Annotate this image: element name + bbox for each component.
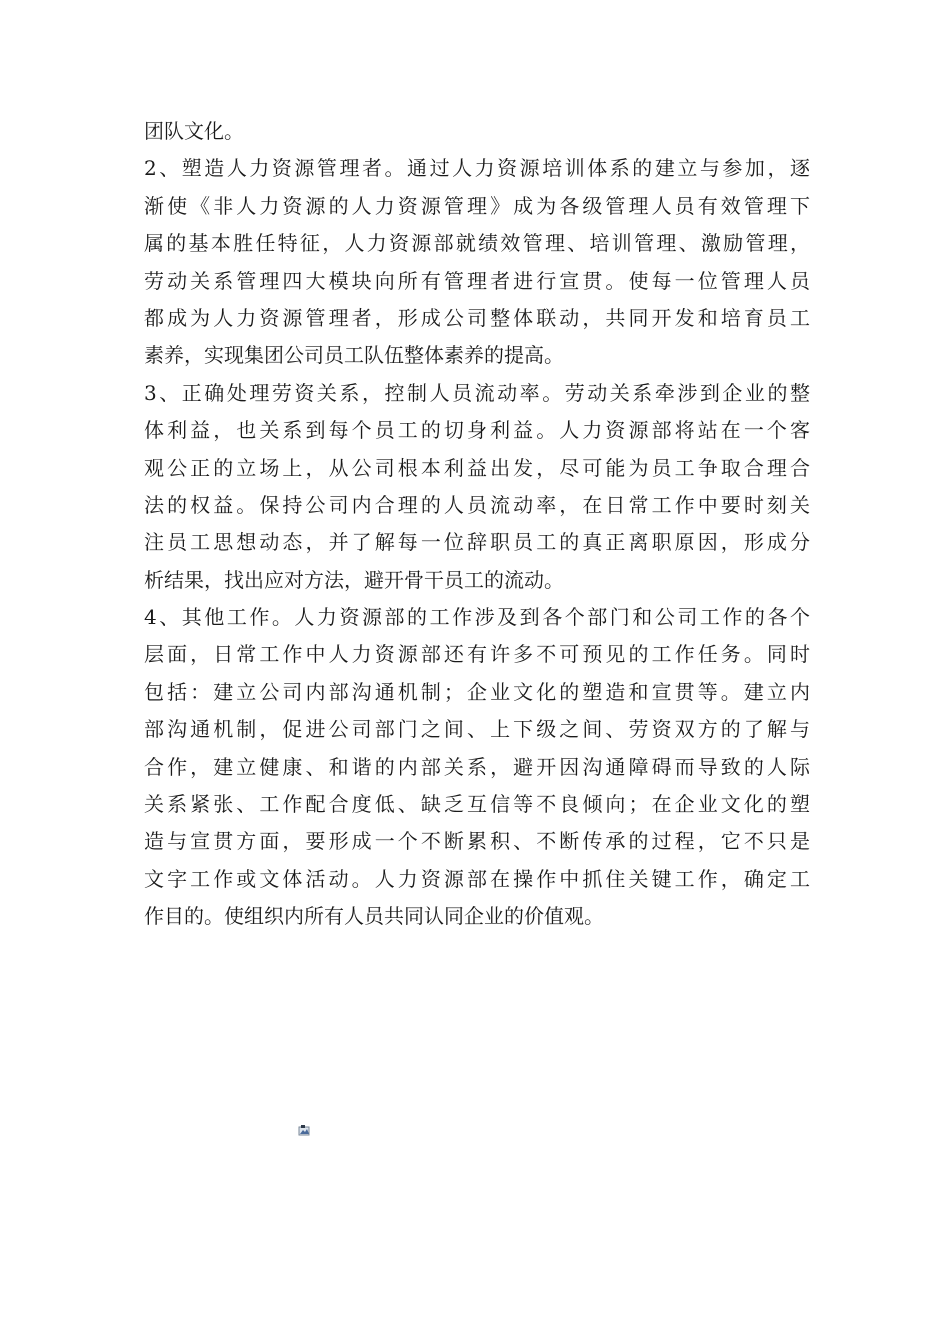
paragraph-line: 4、其他工作。人力资源部的工作涉及到各个部门和公司工作的各个 <box>144 605 810 630</box>
paragraph-line: 素养，实现集团公司员工队伍整体素养的提高。 <box>144 343 564 368</box>
document-body <box>144 113 810 936</box>
paragraph-line: 包括：建立公司内部沟通机制；企业文化的塑造和宣贯等。建立内 <box>144 679 810 704</box>
paragraph-line: 劳动关系管理四大模块向所有管理者进行宣贯。使每一位管理人员 <box>144 268 810 293</box>
paragraph-line: 2、塑造人力资源管理者。通过人力资源培训体系的建立与参加，逐 <box>144 156 810 181</box>
paragraph-line: 层面，日常工作中人力资源部还有许多不可预见的工作任务。同时 <box>144 642 810 667</box>
paragraph-line: 部沟通机制，促进公司部门之间、上下级之间、劳资双方的了解与 <box>144 717 810 742</box>
paragraph-line: 关系紧张、工作配合度低、缺乏互信等不良倾向；在企业文化的塑 <box>144 792 810 817</box>
paragraph-line: 团队文化。 <box>144 119 244 143</box>
paragraph-line: 注员工思想动态，并了解每一位辞职员工的真正离职原因，形成分 <box>144 530 810 555</box>
paragraph-line: 观公正的立场上，从公司根本利益出发，尽可能为员工争取合理合 <box>144 455 810 480</box>
paragraph-line: 合作，建立健康、和谐的内部关系，避开因沟通障碍而导致的人际 <box>144 754 810 779</box>
paragraph-line: 体利益，也关系到每个员工的切身利益。人力资源部将站在一个客 <box>144 418 810 443</box>
paragraph-line: 都成为人力资源管理者，形成公司整体联动，共同开发和培育员工 <box>144 305 810 330</box>
paragraph-line: 法的权益。保持公司内合理的人员流动率，在日常工作中要时刻关 <box>144 492 810 517</box>
small-image-icon <box>298 1124 310 1136</box>
paragraph-line: 3、正确处理劳资关系，控制人员流动率。劳动关系牵涉到企业的整 <box>144 380 810 405</box>
paragraph-line: 作目的。使组织内所有人员共同认同企业的价值观。 <box>144 904 604 929</box>
paragraph-line: 文字工作或文体活动。人力资源部在操作中抓住关键工作，确定工 <box>144 866 810 891</box>
paragraph-line: 渐使《非人力资源的人力资源管理》成为各级管理人员有效管理下 <box>144 193 810 218</box>
paragraph-line: 析结果，找出应对方法，避开骨干员工的流动。 <box>144 567 564 592</box>
paragraph-line: 属的基本胜任特征，人力资源部就绩效管理、培训管理、激励管理， <box>144 231 810 256</box>
paragraph-line: 造与宣贯方面，要形成一个不断累积、不断传承的过程，它不只是 <box>144 829 810 854</box>
